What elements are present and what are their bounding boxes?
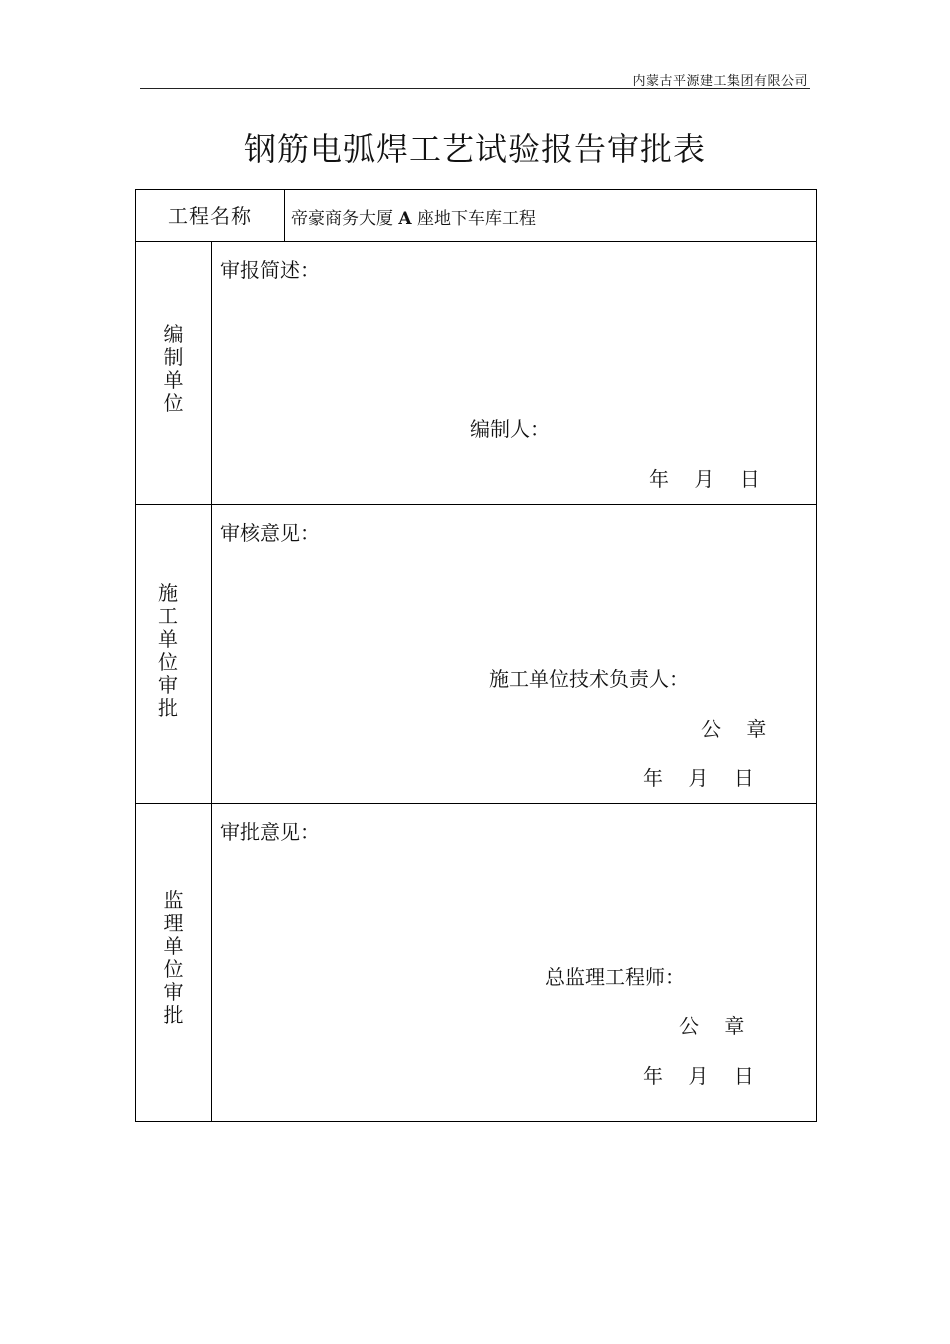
project-name-value-post: 座地下车库工程 — [417, 209, 537, 229]
project-name-label: 工程名称 — [168, 204, 252, 228]
supervision-unit-content — [212, 804, 816, 1121]
label-char: 施 — [158, 581, 178, 605]
label-char: 审 — [158, 673, 178, 697]
label-char: 批 — [158, 696, 178, 720]
label-char: 位 — [163, 391, 184, 415]
header-company-name: 内蒙古平源建工集团有限公司 — [632, 74, 808, 89]
header-rule — [140, 88, 810, 89]
preparing-unit-label — [136, 323, 211, 415]
construction-unit-label-cell — [136, 505, 212, 803]
label-char: 批 — [163, 1003, 184, 1027]
preparer-signature-label: 编制人： — [470, 417, 550, 441]
project-name-row — [136, 190, 816, 241]
label-char: 理 — [163, 911, 184, 935]
technical-director-signature-label: 施工单位技术负责人： — [489, 667, 689, 691]
supervision-unit-label-cell — [136, 804, 212, 1121]
supervision-unit-label — [136, 889, 211, 1027]
document-title: 钢筋电弧焊工艺试验报告审批表 — [243, 130, 706, 169]
project-name-value-pre: 帝豪商务大厦 — [291, 209, 393, 229]
label-char: 编 — [163, 322, 184, 346]
report-summary-heading: 审报简述： — [220, 258, 320, 282]
project-name-label-cell — [136, 190, 285, 241]
supervision-seal-label: 公 章 — [679, 1014, 745, 1038]
preparing-unit-label-cell — [136, 242, 212, 504]
preparing-unit-row — [136, 241, 816, 504]
supervision-unit-row — [136, 803, 816, 1121]
label-char: 工 — [158, 604, 178, 628]
construction-seal-label: 公 章 — [701, 717, 767, 741]
construction-unit-label — [136, 582, 211, 720]
label-char: 单 — [163, 934, 184, 958]
label-char: 制 — [163, 345, 184, 369]
label-char: 审 — [163, 980, 184, 1004]
label-char: 单 — [163, 368, 184, 392]
project-name-value — [291, 204, 536, 229]
approval-opinion-heading: 审批意见： — [220, 820, 320, 844]
construction-date: 年 月 日 — [643, 766, 754, 790]
label-char: 监 — [163, 888, 184, 912]
chief-supervisor-signature-label: 总监理工程师： — [545, 965, 685, 989]
project-name-value-block: A — [398, 209, 412, 229]
label-char: 单 — [158, 627, 178, 651]
supervision-date: 年 月 日 — [643, 1064, 754, 1088]
construction-unit-row — [136, 504, 816, 803]
preparer-date: 年 月 日 — [649, 467, 760, 491]
preparing-unit-content — [212, 242, 816, 504]
review-opinion-heading: 审核意见： — [220, 521, 320, 545]
construction-unit-content — [212, 505, 816, 803]
approval-form-table — [135, 189, 817, 1122]
label-char: 位 — [158, 650, 178, 674]
label-char: 位 — [163, 957, 184, 981]
